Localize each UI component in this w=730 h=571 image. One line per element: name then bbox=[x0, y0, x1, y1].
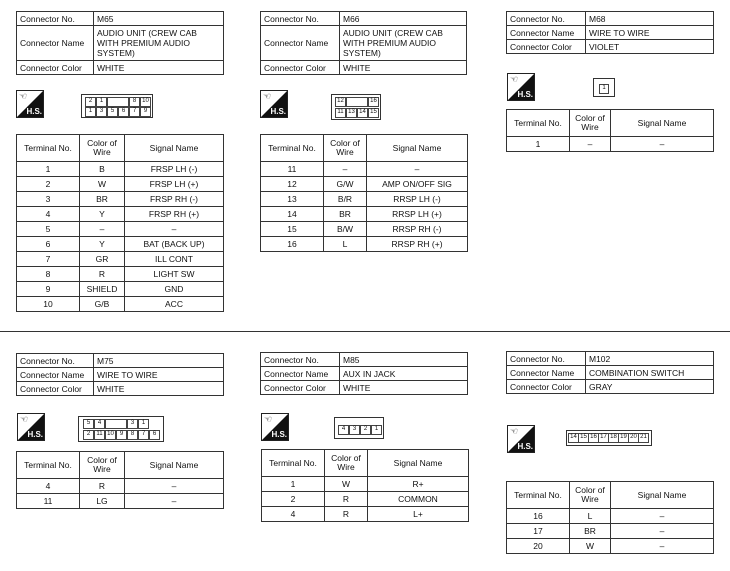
pin-cell: 2 bbox=[85, 97, 96, 107]
signal-table-m85 bbox=[261, 449, 469, 522]
color-of-wire-header: Color of Wire bbox=[570, 110, 611, 137]
table-cell: 16 bbox=[261, 237, 324, 252]
pin-cell: 16 bbox=[368, 97, 379, 107]
table-cell: – bbox=[324, 162, 367, 177]
table-cell: FRSP RH (-) bbox=[125, 192, 224, 207]
table-row bbox=[17, 162, 224, 177]
table-row bbox=[507, 524, 714, 539]
table-cell: BAT (BACK UP) bbox=[125, 237, 224, 252]
table-cell: 13 bbox=[261, 192, 324, 207]
table-cell: LG bbox=[80, 494, 125, 509]
table-cell: 4 bbox=[262, 507, 325, 522]
table-cell: R bbox=[325, 507, 368, 522]
pin-cell: 3 bbox=[349, 425, 360, 435]
pin-cell: 7 bbox=[138, 430, 149, 440]
table-cell: B/R bbox=[324, 192, 367, 207]
connector-no-value: M102 bbox=[586, 352, 714, 366]
pin-cell: 14 bbox=[568, 433, 579, 443]
table-cell: 2 bbox=[17, 177, 80, 192]
connector-color-label: Connector Color bbox=[507, 40, 586, 54]
table-cell: 12 bbox=[261, 177, 324, 192]
key-slot bbox=[346, 97, 368, 107]
table-cell: BR bbox=[570, 524, 611, 539]
color-of-wire-header: Color of Wire bbox=[80, 135, 125, 162]
table-cell: 11 bbox=[261, 162, 324, 177]
table-cell: G/B bbox=[80, 297, 125, 312]
connector-color-label: Connector Color bbox=[17, 61, 94, 75]
signal-name-header: Signal Name bbox=[611, 482, 714, 509]
connector-m102 bbox=[506, 351, 714, 394]
table-row bbox=[261, 237, 468, 252]
connector-color-value: VIOLET bbox=[586, 40, 714, 54]
table-cell: BR bbox=[80, 192, 125, 207]
pin-cell: 3 bbox=[96, 107, 107, 117]
table-row bbox=[17, 267, 224, 282]
connector-color-value: WHITE bbox=[94, 382, 224, 396]
table-row bbox=[261, 192, 468, 207]
table-cell: GND bbox=[125, 282, 224, 297]
connector-name-label: Connector Name bbox=[17, 368, 94, 382]
table-cell: 20 bbox=[507, 539, 570, 554]
table-row bbox=[17, 297, 224, 312]
harness-side-icon: ☜ H.S. bbox=[507, 73, 535, 101]
connector-no-label: Connector No. bbox=[261, 12, 340, 26]
connector-name-label: Connector Name bbox=[261, 26, 340, 61]
pin-cell: 8 bbox=[129, 97, 140, 107]
signal-name-header: Signal Name bbox=[125, 452, 224, 479]
table-cell: – bbox=[367, 162, 468, 177]
pin-cell: 14 bbox=[357, 108, 368, 118]
table-cell: 16 bbox=[507, 509, 570, 524]
pin-cell: 1 bbox=[85, 107, 96, 117]
pin-cell: 21 bbox=[638, 433, 649, 443]
connector-no-value: M65 bbox=[94, 12, 224, 26]
table-row bbox=[262, 507, 469, 522]
table-cell: GR bbox=[80, 252, 125, 267]
table-cell: 7 bbox=[17, 252, 80, 267]
table-cell: – bbox=[611, 137, 714, 152]
table-cell: W bbox=[570, 539, 611, 554]
color-of-wire-header: Color of Wire bbox=[570, 482, 611, 509]
pin-cell: 15 bbox=[368, 108, 379, 118]
table-cell: B/W bbox=[324, 222, 367, 237]
connector-name-label: Connector Name bbox=[507, 26, 586, 40]
connector-face-m85 bbox=[334, 417, 384, 439]
table-cell: ILL CONT bbox=[125, 252, 224, 267]
table-cell: ACC bbox=[125, 297, 224, 312]
table-cell: BR bbox=[324, 207, 367, 222]
table-row bbox=[507, 509, 714, 524]
harness-side-icon: ☜ H.S. bbox=[260, 90, 288, 118]
table-header bbox=[507, 110, 714, 137]
table-cell: 3 bbox=[17, 192, 80, 207]
terminal-no-header: Terminal No. bbox=[17, 452, 80, 479]
table-cell: 9 bbox=[17, 282, 80, 297]
table-cell: COMMON bbox=[368, 492, 469, 507]
table-cell: SHIELD bbox=[80, 282, 125, 297]
pin-cell: 18 bbox=[608, 433, 619, 443]
table-cell: RRSP LH (-) bbox=[367, 192, 468, 207]
connector-face-m75 bbox=[78, 416, 164, 442]
table-row bbox=[17, 177, 224, 192]
pin-cell: 2 bbox=[83, 430, 94, 440]
connector-name-label: Connector Name bbox=[261, 367, 340, 381]
pin-cell: 17 bbox=[598, 433, 609, 443]
connector-no-label: Connector No. bbox=[17, 354, 94, 368]
table-cell: R bbox=[80, 267, 125, 282]
pin-cell: 1 bbox=[371, 425, 382, 435]
table-cell: FRSP RH (+) bbox=[125, 207, 224, 222]
key-slot bbox=[105, 419, 127, 429]
table-row bbox=[261, 177, 468, 192]
pin-cell: 13 bbox=[346, 108, 357, 118]
table-cell: 15 bbox=[261, 222, 324, 237]
connector-m75 bbox=[16, 353, 224, 396]
table-row bbox=[261, 162, 468, 177]
table-cell: FRSP LH (+) bbox=[125, 177, 224, 192]
connector-face-m65 bbox=[81, 94, 153, 118]
table-cell: W bbox=[80, 177, 125, 192]
pin-cell: 15 bbox=[578, 433, 589, 443]
connector-name-value: WIRE TO WIRE bbox=[586, 26, 714, 40]
table-cell: 4 bbox=[17, 207, 80, 222]
connector-face-m102 bbox=[566, 430, 652, 446]
connector-color-label: Connector Color bbox=[261, 61, 340, 75]
terminal-no-header: Terminal No. bbox=[262, 450, 325, 477]
connector-name-label: Connector Name bbox=[17, 26, 94, 61]
connector-name-label: Connector Name bbox=[507, 366, 586, 380]
pin-cell: 9 bbox=[116, 430, 127, 440]
pin-cell: 10 bbox=[105, 430, 116, 440]
table-row bbox=[507, 137, 714, 152]
table-cell: 17 bbox=[507, 524, 570, 539]
table-row bbox=[17, 282, 224, 297]
table-cell: – bbox=[125, 222, 224, 237]
pin-cell: 20 bbox=[628, 433, 639, 443]
connector-no-value: M75 bbox=[94, 354, 224, 368]
table-cell: – bbox=[611, 509, 714, 524]
connector-color-value: WHITE bbox=[340, 381, 468, 395]
pin-cell: 5 bbox=[83, 419, 94, 429]
connector-no-value: M66 bbox=[340, 12, 467, 26]
pin-cell: 12 bbox=[335, 97, 346, 107]
harness-side-icon: ☜ H.S. bbox=[17, 413, 45, 441]
table-row bbox=[262, 492, 469, 507]
table-cell: – bbox=[80, 222, 125, 237]
table-cell: G/W bbox=[324, 177, 367, 192]
section-divider bbox=[0, 331, 730, 332]
signal-table-m68 bbox=[506, 109, 714, 152]
connector-info-table bbox=[260, 11, 467, 75]
table-header bbox=[17, 135, 224, 162]
pin-cell: 11 bbox=[335, 108, 346, 118]
connector-no-label: Connector No. bbox=[507, 12, 586, 26]
connector-color-label: Connector Color bbox=[507, 380, 586, 394]
signal-table-m65 bbox=[16, 134, 224, 312]
table-cell: – bbox=[125, 479, 224, 494]
connector-m65 bbox=[16, 11, 224, 75]
table-row bbox=[17, 207, 224, 222]
pin-cell: 1 bbox=[138, 419, 149, 429]
connector-info-table bbox=[16, 353, 224, 396]
pin-cell: 5 bbox=[107, 107, 118, 117]
pin-cell: 7 bbox=[129, 107, 140, 117]
table-header bbox=[262, 450, 469, 477]
pin-cell: 8 bbox=[127, 430, 138, 440]
table-cell: RRSP RH (-) bbox=[367, 222, 468, 237]
pin-cell: 11 bbox=[94, 430, 105, 440]
connector-name-value: COMBINATION SWITCH bbox=[586, 366, 714, 380]
color-of-wire-header: Color of Wire bbox=[325, 450, 368, 477]
table-cell: L+ bbox=[368, 507, 469, 522]
table-row bbox=[17, 479, 224, 494]
table-cell: L bbox=[324, 237, 367, 252]
connector-color-label: Connector Color bbox=[261, 381, 340, 395]
table-row bbox=[17, 222, 224, 237]
pin-cell: 6 bbox=[149, 430, 160, 440]
table-cell: 1 bbox=[262, 477, 325, 492]
connector-color-label: Connector Color bbox=[17, 382, 94, 396]
connector-no-label: Connector No. bbox=[507, 352, 586, 366]
table-row bbox=[17, 252, 224, 267]
table-row bbox=[262, 477, 469, 492]
table-row bbox=[261, 222, 468, 237]
table-row bbox=[17, 192, 224, 207]
pin-cell: 16 bbox=[588, 433, 599, 443]
connector-name-value: WIRE TO WIRE bbox=[94, 368, 224, 382]
signal-name-header: Signal Name bbox=[125, 135, 224, 162]
table-cell: AMP ON/OFF SIG bbox=[367, 177, 468, 192]
connector-m85 bbox=[260, 352, 468, 395]
table-cell: RRSP LH (+) bbox=[367, 207, 468, 222]
table-cell: – bbox=[570, 137, 611, 152]
table-cell: 1 bbox=[17, 162, 80, 177]
table-cell: R+ bbox=[368, 477, 469, 492]
table-cell: 14 bbox=[261, 207, 324, 222]
connector-color-value: WHITE bbox=[94, 61, 224, 75]
table-cell: W bbox=[325, 477, 368, 492]
table-cell: 5 bbox=[17, 222, 80, 237]
table-cell: 4 bbox=[17, 479, 80, 494]
color-of-wire-header: Color of Wire bbox=[80, 452, 125, 479]
key-slot bbox=[107, 97, 129, 107]
table-cell: R bbox=[325, 492, 368, 507]
pin-cell: 4 bbox=[94, 419, 105, 429]
table-cell: LIGHT SW bbox=[125, 267, 224, 282]
pin-cell: 1 bbox=[599, 84, 609, 94]
signal-table-m102 bbox=[506, 481, 714, 554]
connector-name-value: AUX IN JACK bbox=[340, 367, 468, 381]
signal-table-m66 bbox=[260, 134, 468, 252]
terminal-no-header: Terminal No. bbox=[261, 135, 324, 162]
signal-name-header: Signal Name bbox=[367, 135, 468, 162]
connector-name-value: AUDIO UNIT (CREW CAB WITH PREMIUM AUDIO SYSTEM) bbox=[94, 26, 224, 61]
pin-cell: 10 bbox=[140, 97, 151, 107]
table-cell: – bbox=[611, 524, 714, 539]
signal-name-header: Signal Name bbox=[611, 110, 714, 137]
connector-info-table bbox=[260, 352, 468, 395]
connector-color-value: GRAY bbox=[586, 380, 714, 394]
table-cell: 10 bbox=[17, 297, 80, 312]
connector-name-value: AUDIO UNIT (CREW CAB WITH PREMIUM AUDIO SYSTEM) bbox=[340, 26, 467, 61]
pin-cell: 4 bbox=[338, 425, 349, 435]
pin-cell: 3 bbox=[127, 419, 138, 429]
connector-m68 bbox=[506, 11, 714, 54]
table-cell: 2 bbox=[262, 492, 325, 507]
table-header bbox=[507, 482, 714, 509]
table-cell: FRSP LH (-) bbox=[125, 162, 224, 177]
table-cell: Y bbox=[80, 237, 125, 252]
connector-m66 bbox=[260, 11, 467, 75]
signal-table-m75 bbox=[16, 451, 224, 509]
pin-cell: 1 bbox=[96, 97, 107, 107]
connector-face-m66 bbox=[331, 94, 381, 120]
table-header bbox=[17, 452, 224, 479]
terminal-no-header: Terminal No. bbox=[507, 110, 570, 137]
connector-no-value: M85 bbox=[340, 353, 468, 367]
connector-color-value: WHITE bbox=[340, 61, 467, 75]
table-row bbox=[17, 494, 224, 509]
table-header bbox=[261, 135, 468, 162]
table-cell: 11 bbox=[17, 494, 80, 509]
table-cell: R bbox=[80, 479, 125, 494]
connector-no-label: Connector No. bbox=[261, 353, 340, 367]
table-cell: – bbox=[611, 539, 714, 554]
terminal-no-header: Terminal No. bbox=[17, 135, 80, 162]
table-cell: 6 bbox=[17, 237, 80, 252]
connector-face-m68 bbox=[593, 78, 615, 97]
table-cell: 1 bbox=[507, 137, 570, 152]
table-cell: L bbox=[570, 509, 611, 524]
pin-cell: 19 bbox=[618, 433, 629, 443]
pin-cell: 9 bbox=[140, 107, 151, 117]
table-cell: B bbox=[80, 162, 125, 177]
connector-info-table bbox=[16, 11, 224, 75]
pin-cell: 2 bbox=[360, 425, 371, 435]
connector-no-label: Connector No. bbox=[17, 12, 94, 26]
connector-info-table bbox=[506, 351, 714, 394]
pin-cell: 6 bbox=[118, 107, 129, 117]
connector-info-table bbox=[506, 11, 714, 54]
table-row bbox=[17, 237, 224, 252]
table-cell: – bbox=[125, 494, 224, 509]
terminal-no-header: Terminal No. bbox=[507, 482, 570, 509]
table-cell: 8 bbox=[17, 267, 80, 282]
table-row bbox=[261, 207, 468, 222]
table-row bbox=[507, 539, 714, 554]
harness-side-icon: ☜ H.S. bbox=[507, 425, 535, 453]
harness-side-icon: ☜ H.S. bbox=[16, 90, 44, 118]
table-cell: RRSP RH (+) bbox=[367, 237, 468, 252]
color-of-wire-header: Color of Wire bbox=[324, 135, 367, 162]
harness-side-icon: ☜ H.S. bbox=[261, 413, 289, 441]
signal-name-header: Signal Name bbox=[368, 450, 469, 477]
table-cell: Y bbox=[80, 207, 125, 222]
connector-no-value: M68 bbox=[586, 12, 714, 26]
